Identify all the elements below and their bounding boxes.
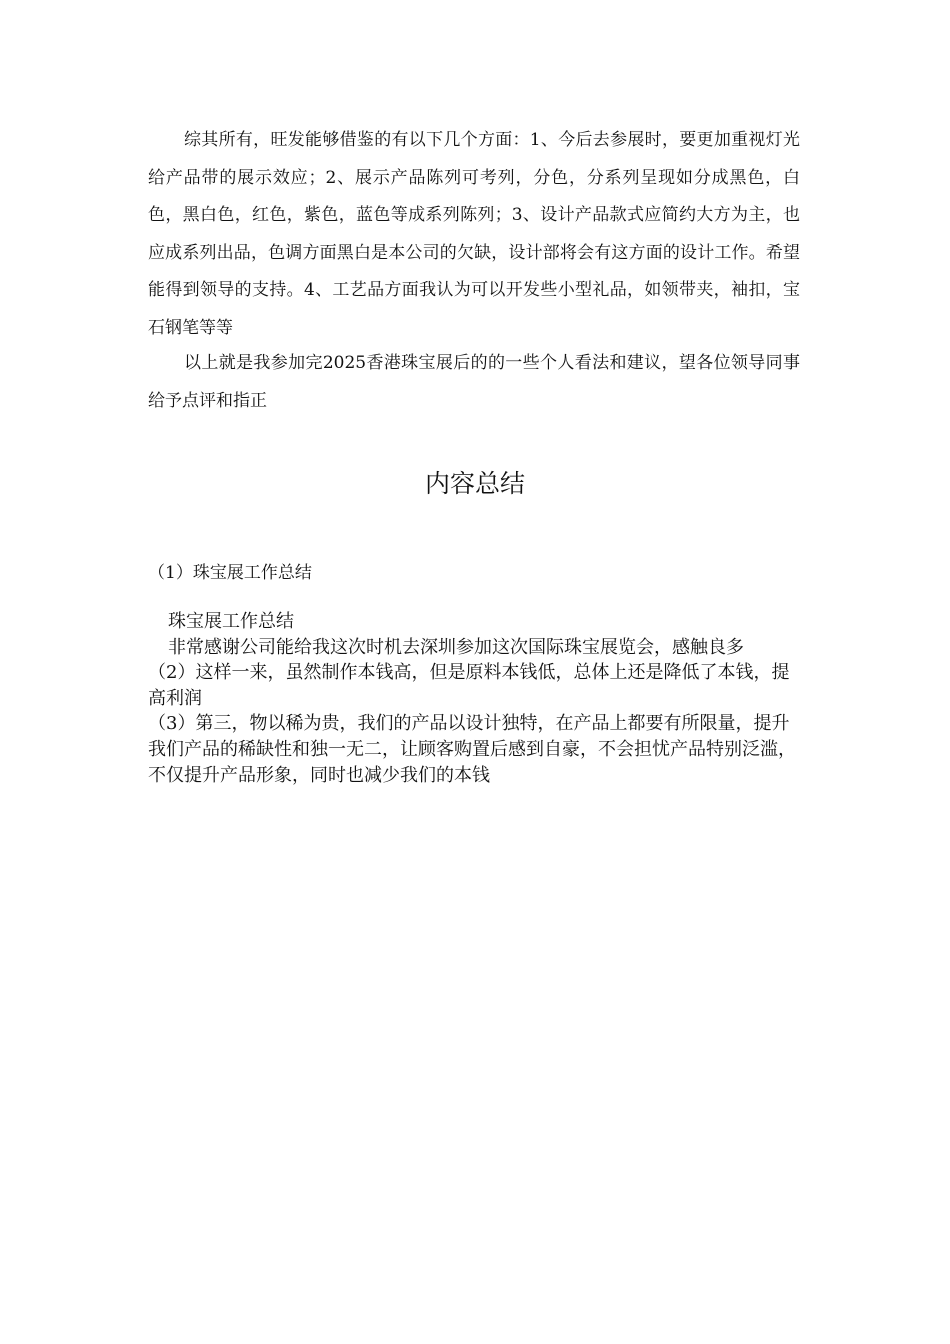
summary-item-1-label: （1）珠宝展工作总结 xyxy=(148,563,312,583)
summary-line-thanks: 非常感谢公司能给我这次时机去深圳参加这次国际珠宝展览会，感触良多 xyxy=(168,636,744,658)
summary-line-title: 珠宝展工作总结 xyxy=(168,611,294,632)
summary-heading: 内容总结 xyxy=(424,469,525,498)
intro-paragraph-lessons: 综其所有，旺发能够借鉴的有以下几个方面：1、今后去参展时，要更加重视灯光给产品带的展示效应；2、展示产品陈列可考列，分色，分系列呈现如分成黑色，白色，黑白色，红色，紫色，蓝色等成系列陈列；3、设计产品款式应简约大方为主，也应成系列出品，色调方面黑白是本公司的欠缺，设计部将会有这方面的设计工作。希望能得到领导的支持。4、工艺品方面我认为可以开发些小型礼品，如领带夹，袖扣，宝石钢笔等等 xyxy=(148,130,800,338)
intro-paragraph-closing: 以上就是我参加完2025香港珠宝展后的的一些个人看法和建议，望各位领导同事给予点评和指正 xyxy=(148,353,800,411)
summary-item-3: （3）第三，物以稀为贵，我们的产品以设计独特，在产品上都要有所限量，提升我们产品的稀缺性和独一无二，让顾客购置后感到自豪，不会担忧产品特别泛滥，不仅提升产品形象，同时也减少我们的本钱 xyxy=(148,713,796,786)
summary-item-2: （2）这样一来，虽然制作本钱高，但是原料本钱低，总体上还是降低了本钱，提高利润 xyxy=(148,662,790,709)
summary-body xyxy=(148,609,800,788)
